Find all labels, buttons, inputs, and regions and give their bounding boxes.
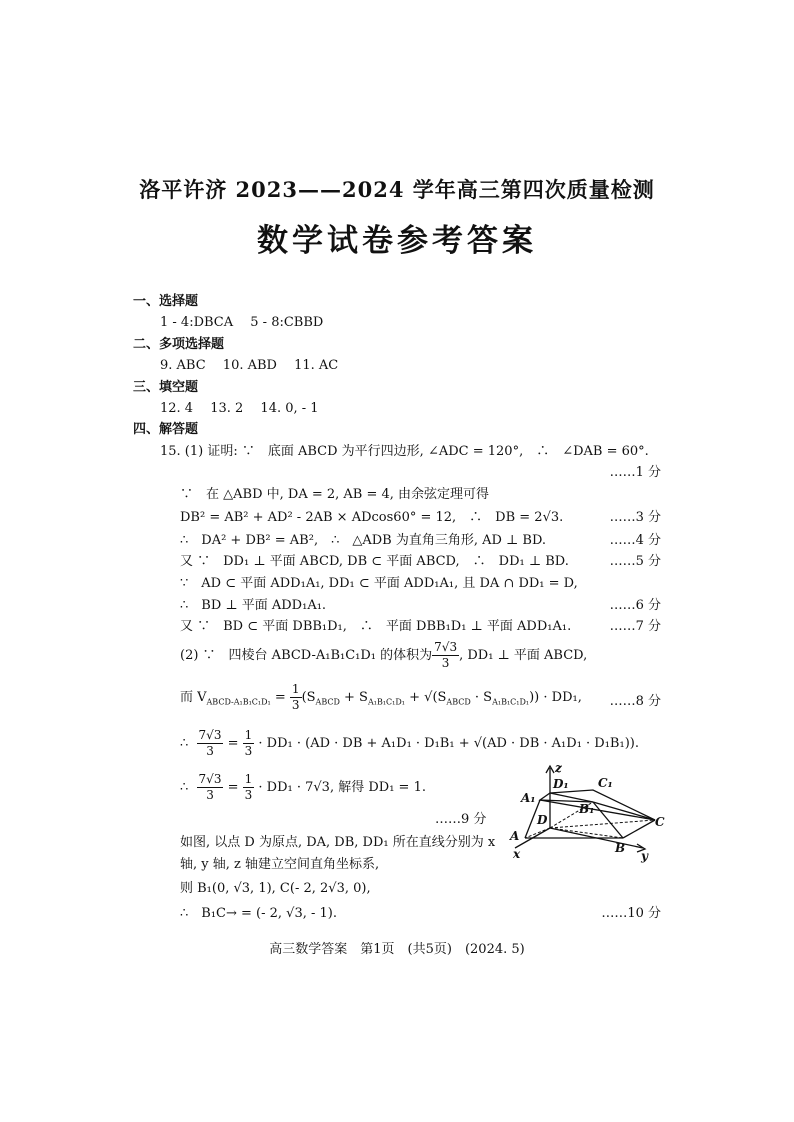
section-solutions: 四、解答题 [133,422,199,437]
label-c1: C₁ [598,776,613,790]
part2-intro: (2) ∵ 四棱台 ABCD-A₁B₁C₁D₁ 的体积为 [180,648,433,663]
section-multiple-choice: 一、选择题 [133,294,199,309]
label-z: z [555,761,562,775]
edge-bb1 [593,802,623,838]
title-line-1: 洛平许济 2023——2024 学年高三第四次质量检测 [139,177,655,202]
score-5: ……5 分 [609,554,661,569]
proof-line-1: 15. (1) 证明: ∵ 底面 ABCD 为平行四边形, ∠ADC = 120°, ∴ ∠DAB = 60°. [160,444,649,459]
answers-1-8: 1 - 4:DBCA 5 - 8:CBBD [160,315,324,330]
proof-line-7: ∴ BD ⊥ 平面 ADD₁A₁. [180,598,327,613]
proof-line-3: DB² = AB² + AD² - 2AB × ADcos60° = 12, ∴ DB = 2√3. [180,510,564,525]
score-7: ……7 分 [609,619,661,634]
answers-12-14: 12. 4 13. 2 14. 0, - 1 [160,401,319,416]
score-1: ……1 分 [609,465,661,480]
label-y: y [641,849,648,863]
page-footer: 高三数学答案 第1页 (共5页) (2024. 5) [269,942,525,957]
proof-line-2: ∵ 在 △ABD 中, DA = 2, AB = 4, 由余弦定理可得 [180,487,490,502]
label-d: D [537,813,548,827]
volume-formula: 而 $V_{ABCD-A_1B_1C_1D_1}$ = $\frac{1}{3}$ $(S_{ABCD} + S_{A_1B_1C_1D_1} + √(S_{ABCD} \cdot S_{A_1B_1C_1D_1})) \cdot DD_1$, [180,682,582,712]
score-9: ……9 分 [435,812,487,827]
volume-equation: ∴ $\frac{7√3}{3}$ = $\frac{1}{3}$ · DD₁ · (AD · DB + A₁D₁ · D₁B₁ + √(AD · DB · A₁D₁ · D₁B₁)). [180,728,639,758]
score-3: ……3 分 [609,510,661,525]
volume-fraction: $\frac{7√3}{3}$ [434,640,458,670]
label-b1: B₁ [579,802,595,816]
label-b: B [615,841,626,855]
label-a: A [510,829,520,843]
score-6: ……6 分 [609,598,661,613]
proof-line-6: ∵ AD ⊂ 平面 ADD₁A₁, DD₁ ⊂ 平面 ADD₁A₁, 且 DA ∩ DD₁ = D, [180,576,578,591]
section-multi-select: 二、多项选择题 [133,337,225,352]
coord-line-1: 如图, 以点 D 为原点, DA, DB, DD₁ 所在直线分别为 x [180,835,496,850]
score-8: ……8 分 [609,694,661,709]
proof-line-8: 又 ∵ BD ⊂ 平面 DBB₁D₁, ∴ 平面 DBB₁D₁ ⊥ 平面 ADD₁A₁. [180,619,572,634]
edge-bc [623,820,655,838]
answers-9-11: 9. ABC 10. ABD 11. AC [160,358,339,373]
score-10: ……10 分 [601,906,661,921]
label-x: x [513,847,521,861]
title-line-2: 数学试卷参考答案 [257,223,537,259]
edge-dc [550,820,655,828]
frustum-figure [505,760,675,865]
proof-line-5: 又 ∵ DD₁ ⊥ 平面 ABCD, DB ⊂ 平面 ABCD, ∴ DD₁ ⊥ BD. [180,554,569,569]
coord-line-2: 轴, y 轴, z 轴建立空间直角坐标系, [180,857,380,872]
part2-line-1 [180,640,587,671]
label-a1: A₁ [521,791,536,805]
vector-b1c: ∴ B₁C→ = (- 2, √3, - 1). [180,906,337,921]
section-fill-in: 三、填空题 [133,380,199,395]
solve-dd1: ∴ $\frac{7√3}{3}$ = $\frac{1}{3}$ · DD₁ · 7√3, 解得 DD₁ = 1. [180,772,426,802]
part2-intro-tail: , DD₁ ⊥ 平面 ABCD, [459,648,588,663]
label-d1: D₁ [553,777,569,791]
coord-line-3: 则 B₁(0, √3, 1), C(- 2, 2√3, 0), [180,881,371,896]
proof-line-4: ∴ DA² + DB² = AB², ∴ △ADB 为直角三角形, AD ⊥ BD. [180,533,547,548]
label-c: C [655,815,665,829]
score-4: ……4 分 [609,533,661,548]
